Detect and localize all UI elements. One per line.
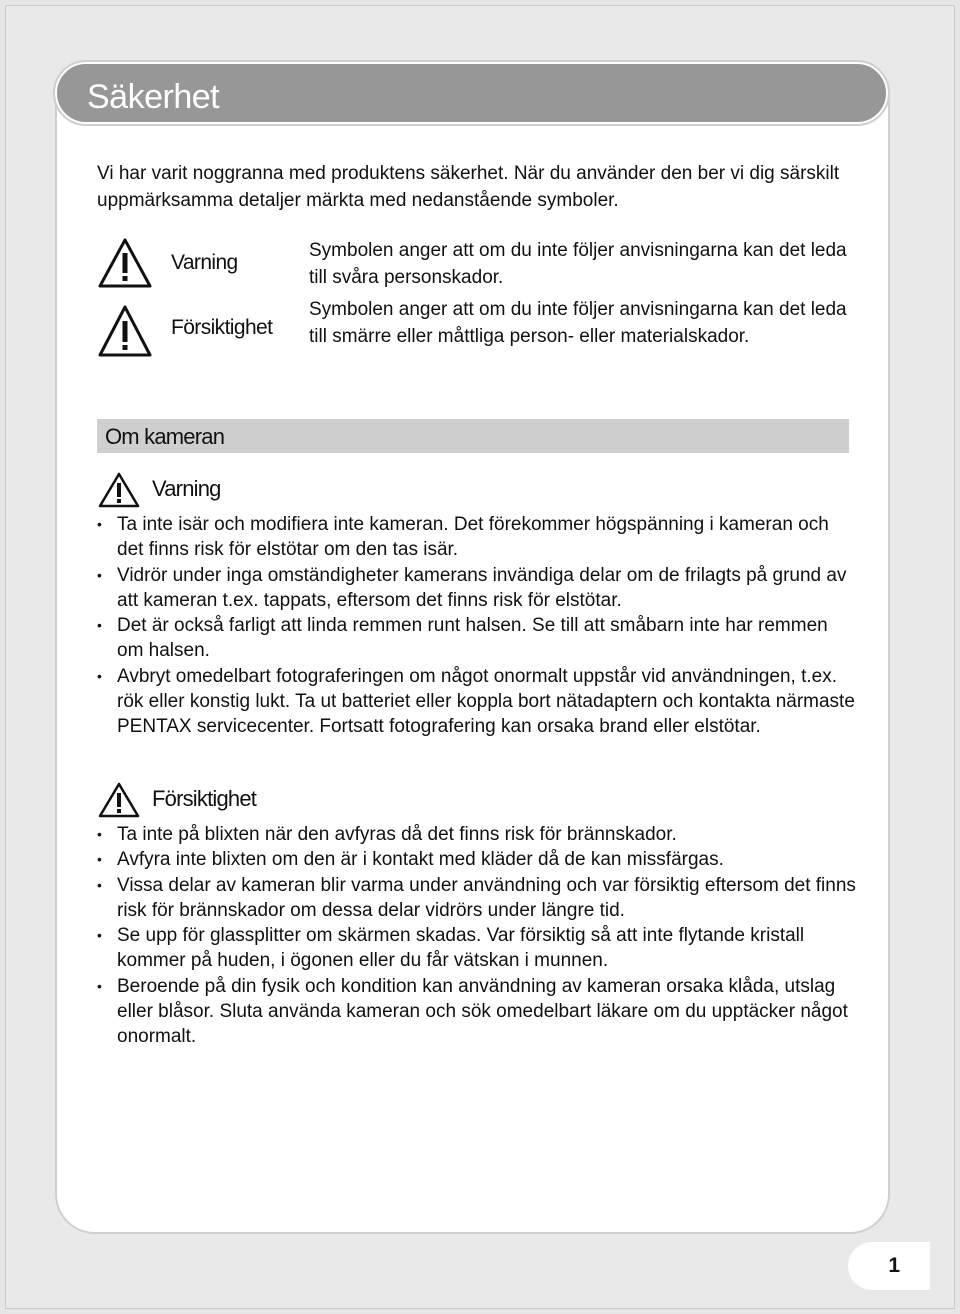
symbol-row-caution [97,296,857,382]
page-number: 1 [888,1254,900,1277]
list-item: • Avfyra inte blixten om den är i kontakt med kläder då de kan missfärgas. [97,847,857,872]
symbol-description-warning: Symbolen anger att om du inte följer anvisningarna kan det leda till svåra personskador. [309,240,847,288]
caution-label: Försiktighet [152,786,257,811]
section-header [97,419,849,453]
page-number-tab [848,1242,930,1290]
warning-label: Varning [152,476,221,501]
list-item: • Vidrör under inga omständigheter kamerans invändiga delar om de frilagts på grund av att kameran t.ex. tappats, eftersom det finns risk för elstötar. [97,563,857,614]
list-item: • Beroende på din fysik och kondition kan användning av kameran orsaka klåda, utslag eller blåsor. Sluta använda kameran och sök omedelbart läkare om du upptäcker något onormalt. [97,974,857,1050]
warning-triangle-icon [97,237,153,289]
section-title: Om kameran [105,424,225,449]
caution-subheading [97,782,337,816]
list-item: • Avbryt omedelbart fotograferingen om något onormalt uppstår vid användningen, t.ex. rök eller konstig lukt. Ta ut batteriet eller koppla bort nätadaptern och kontakta närmaste PENTAX servicecenter. Fortsatt fotografering kan orsaka brand eller elstötar. [97,664,857,740]
symbol-row-warning [97,237,857,297]
warning-subheading [97,472,297,506]
caution-list [97,822,857,1050]
title-bar [55,62,888,124]
caution-icon [97,782,141,818]
list-item: • Se upp för glassplitter om skärmen skadas. Var försiktig så att inte flytande kristall kommer på huden, i ögonen eller du får vätskan i munnen. [97,923,857,974]
warning-list [97,512,857,740]
list-item: • Ta inte på blixten när den avfyras då det finns risk för brännskador. [97,822,857,847]
symbol-label-warning: Varning [171,251,238,274]
list-item: • Ta inte isär och modifiera inte kameran. Det förekommer högspänning i kameran och det finns risk för elstötar om den tas isär. [97,512,857,563]
symbol-label-caution: Försiktighet [171,316,273,339]
caution-triangle-icon [97,304,153,360]
page-title: Säkerhet [87,78,220,116]
list-item: • Det är också farligt att linda remmen runt halsen. Se till att småbarn inte har remmen om halsen. [97,613,857,664]
intro-text: Vi har varit noggranna med produktens säkerhet. När du använder den ber vi dig särskilt uppmärksamma detaljer märkta med nedanstående symboler. [97,163,840,211]
list-item: • Vissa delar av kameran blir varma under användning och var försiktig eftersom det finns risk för brännskador om dessa delar vidrörs under längre tid. [97,873,857,924]
symbol-description-caution: Symbolen anger att om du inte följer anvisningarna kan det leda till smärre eller måttliga person- eller materialskador. [309,299,847,347]
warning-icon [97,472,141,508]
